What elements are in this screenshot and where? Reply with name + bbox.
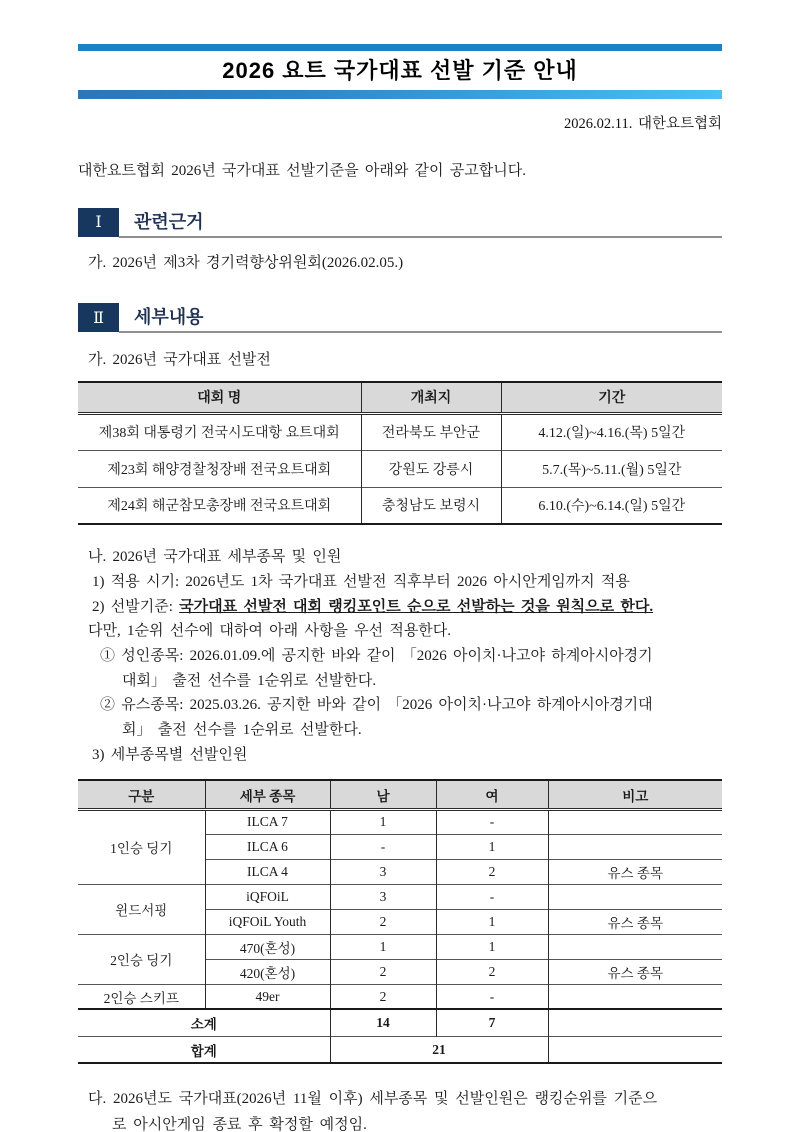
venue-cell: 강원도 강릉시: [361, 450, 501, 487]
male-count-cell: -: [330, 834, 436, 859]
male-count-cell: 3: [330, 884, 436, 909]
venue-cell: 전라북도 부안군: [361, 413, 501, 450]
discipline-cell: ILCA 4: [205, 859, 330, 884]
total-row: [78, 1036, 722, 1063]
circled-item-1-line-1: ① 성인종목: 2026.01.09.에 공지한 바와 같이 「2026 아이치·나고야 하계아시아경기: [100, 647, 653, 664]
female-count-cell: 2: [436, 959, 548, 984]
closing-paragraph: [78, 1086, 722, 1132]
discipline-cell: 470(혼성): [205, 934, 330, 959]
period-cell: 6.10.(수)~6.14.(일) 5일간: [501, 487, 722, 524]
intro-paragraph: 대한요트협회 2026년 국가대표 선발기준을 아래와 같이 공고합니다.: [78, 163, 526, 179]
note-cell: [548, 884, 722, 909]
female-count-cell: 1: [436, 934, 548, 959]
event-name-cell: 제38회 대통령기 전국시도대항 요트대회: [98, 426, 340, 442]
venue-cell: 충청남도 보령시: [361, 487, 501, 524]
clause-2-prefix: 2) 선발기준:: [92, 598, 180, 615]
clause-1: 1) 적용 시기: 2026년도 1차 국가대표 선발전 직후부터 2026 아시안게임까지 적용: [92, 573, 630, 590]
subtotal-row: [78, 1009, 722, 1036]
top-accent-bar: [78, 44, 722, 51]
section-1-title: 관련근거: [134, 211, 204, 232]
section-1-heading: [78, 208, 722, 238]
section-1-item: 가. 2026년 제3차 경기력향상위원회(2026.02.05.): [88, 254, 404, 271]
roster-table: [78, 779, 722, 1064]
clause-2-proviso: 다만, 1순위 선수에 대하여 아래 사항을 우선 적용한다.: [88, 623, 452, 640]
table-row: [78, 487, 722, 524]
discipline-cell: ILCA 7: [205, 809, 330, 834]
table-header-row: [78, 780, 722, 809]
section-2-numeral-box: [78, 303, 119, 332]
section-2-item-na: 나. 2026년 국가대표 세부종목 및 인원: [88, 549, 342, 566]
table-row: [78, 934, 722, 959]
circled-item-2-line-2: 회」 출전 선수를 1순위로 선발한다.: [122, 722, 362, 739]
discipline-cell: ILCA 6: [205, 834, 330, 859]
table-row: [78, 884, 722, 909]
note-cell: [548, 934, 722, 959]
female-count-cell: -: [436, 809, 548, 834]
male-count-cell: 1: [330, 934, 436, 959]
section-1-numeral-box: [78, 208, 119, 237]
column-header-category: 구분: [78, 780, 205, 809]
note-cell: 유스 종목: [548, 909, 722, 934]
period-cell: 5.7.(목)~5.11.(월) 5일간: [501, 450, 722, 487]
document-title: 2026 요트 국가대표 선발 기준 안내: [222, 58, 578, 83]
column-header-event: 대회 명: [78, 382, 361, 413]
clause-3: 3) 세부종목별 선발인원: [92, 746, 248, 763]
total-value-cell: 21: [330, 1036, 548, 1063]
table-row: [78, 413, 722, 450]
column-header-discipline: 세부 종목: [205, 780, 330, 809]
note-cell: 유스 종목: [548, 959, 722, 984]
discipline-cell: 49er: [205, 984, 330, 1009]
event-name-cell: 제24회 해군참모총장배 전국요트대회: [78, 487, 361, 524]
column-header-period: 기간: [501, 382, 722, 413]
total-label-cell: 합계: [78, 1036, 330, 1063]
female-count-cell: 1: [436, 834, 548, 859]
section-1-numeral: Ⅰ: [95, 214, 102, 232]
selection-events-table: [78, 381, 722, 525]
male-count-cell: 3: [330, 859, 436, 884]
column-header-venue: 개최지: [361, 382, 501, 413]
female-count-cell: 1: [436, 909, 548, 934]
table-row: [78, 450, 722, 487]
closing-line-1: 다. 2026년도 국가대표(2026년 11월 이후) 세부종목 및 선발인원은 랭킹순위를 기준으: [88, 1091, 658, 1108]
table-row: [78, 809, 722, 834]
female-count-cell: -: [436, 884, 548, 909]
column-header-male: 남: [330, 780, 436, 809]
male-count-cell: 2: [330, 909, 436, 934]
male-count-cell: 2: [330, 959, 436, 984]
circled-item-2-line-1: ② 유스종목: 2025.03.26. 공지한 바와 같이 「2026 아이치·나고야 하계아시아경기대: [100, 697, 653, 714]
female-count-cell: -: [436, 984, 548, 1009]
category-cell: 윈드서핑: [78, 884, 205, 934]
gradient-accent-bar: [78, 90, 722, 99]
clause-2-principle: 국가대표 선발전 대회 랭킹포인트 순으로 선발하는 것을 원칙으로 한다.: [179, 598, 654, 615]
date-author-line: 2026.02.11. 대한요트협회: [563, 116, 722, 132]
male-count-cell: 2: [330, 984, 436, 1009]
category-cell: 1인승 딩기: [110, 841, 173, 857]
section-2-numeral: Ⅱ: [93, 309, 104, 327]
note-cell: [548, 984, 722, 1009]
discipline-cell: 420(혼성): [205, 959, 330, 984]
male-count-cell: 1: [330, 809, 436, 834]
subtotal-label-cell: 소계: [78, 1009, 330, 1036]
category-cell: 2인승 딩기: [78, 934, 205, 984]
section-1-title-wrap: [119, 208, 722, 238]
subtotal-female-cell: 7: [436, 1009, 548, 1036]
event-name-cell: 제23회 해양경찰청장배 전국요트대회: [78, 450, 361, 487]
section-2-title: 세부내용: [134, 307, 204, 328]
subtotal-note-cell: [548, 1009, 722, 1036]
period-cell: 4.12.(일)~4.16.(목) 5일간: [501, 413, 722, 450]
section-2-heading: [78, 303, 722, 333]
subtotal-male-cell: 14: [330, 1009, 436, 1036]
note-cell: [548, 834, 722, 859]
note-cell: [548, 809, 722, 834]
table-row: [78, 984, 722, 1009]
clause-2: [78, 595, 722, 620]
category-cell: 2인승 스키프: [78, 984, 205, 1009]
column-header-female: 여: [436, 780, 548, 809]
female-count-cell: 2: [436, 859, 548, 884]
total-note-cell: [548, 1036, 722, 1063]
discipline-cell: iQFOiL: [205, 884, 330, 909]
section-2-title-wrap: [119, 303, 722, 333]
column-header-note: 비고: [548, 780, 722, 809]
closing-line-2: 로 아시안게임 종료 후 확정할 예정임.: [112, 1117, 367, 1132]
table-header-row: [78, 382, 722, 413]
note-cell: 유스 종목: [548, 859, 722, 884]
section-2-item-ga: 가. 2026년 국가대표 선발전: [88, 352, 271, 369]
discipline-cell: iQFOiL Youth: [205, 909, 330, 934]
circled-item-1-line-2: 대회」 출전 선수를 1순위로 선발한다.: [122, 672, 377, 689]
